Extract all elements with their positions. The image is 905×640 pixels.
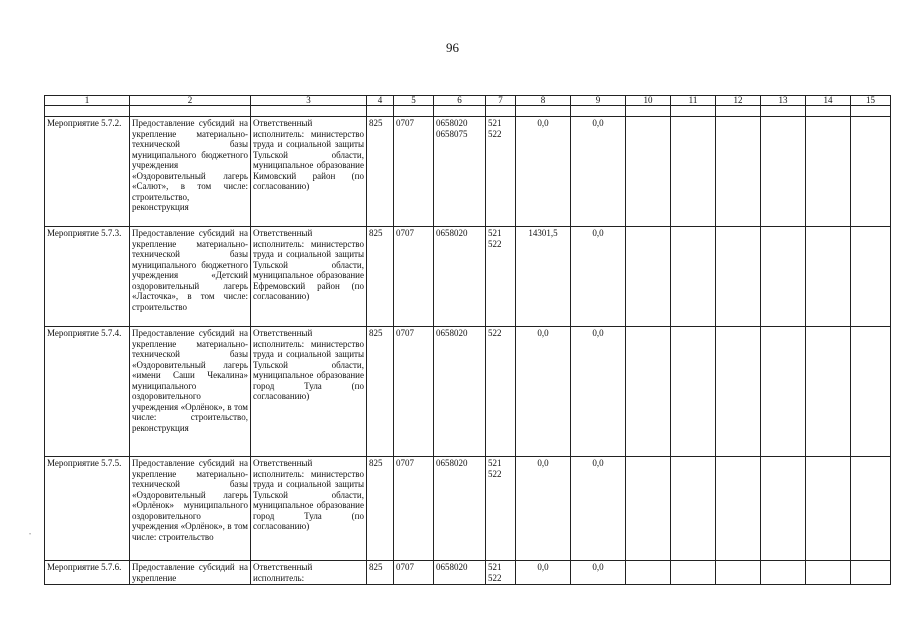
empty-col-13-cell xyxy=(761,117,806,227)
empty-col-13-cell xyxy=(761,327,806,457)
section-code-cell: 0707 xyxy=(394,457,434,561)
activity-name-cell: Мероприятие 5.7.3. xyxy=(45,227,130,327)
spacer-cell xyxy=(716,106,761,117)
spacer-cell xyxy=(486,106,516,117)
empty-col-11-cell xyxy=(671,117,716,227)
empty-col-10-cell xyxy=(626,457,671,561)
empty-col-14-cell xyxy=(806,227,851,327)
executor-cell: Ответственный исполнитель: министерство труда и социальной защиты Тульской области, муниципальное образование Кимовский район (по согласованию) xyxy=(251,117,367,227)
empty-col-15-cell xyxy=(851,457,891,561)
column-number-9: 9 xyxy=(571,96,626,106)
column-number-10: 10 xyxy=(626,96,671,106)
section-code-cell: 0707 xyxy=(394,117,434,227)
empty-col-10-cell xyxy=(626,117,671,227)
amount-col-9-cell: 0,0 xyxy=(571,457,626,561)
table-row xyxy=(45,227,891,327)
column-number-14: 14 xyxy=(806,96,851,106)
empty-col-11-cell xyxy=(671,227,716,327)
section-code-cell: 0707 xyxy=(394,327,434,457)
expense-type-code: 521 xyxy=(488,562,502,572)
activity-name-cell: Мероприятие 5.7.2. xyxy=(45,117,130,227)
expense-type-cell xyxy=(486,227,516,327)
expense-type-code: 521 xyxy=(488,228,502,238)
empty-col-10-cell xyxy=(626,227,671,327)
target-code: 0658020 xyxy=(436,328,468,338)
table-row xyxy=(45,457,891,561)
section-code-cell: 0707 xyxy=(394,227,434,327)
activity-description-cell: Предоставление субсидий на укрепление материально-технической базы «Оздоровительный лагерь «Орлёнок» муниципального оздоровительного учреждения «Орлёнок», в том числе: строительство xyxy=(130,457,251,561)
column-number-5: 5 xyxy=(394,96,434,106)
expense-type-cell xyxy=(486,457,516,561)
column-number-13: 13 xyxy=(761,96,806,106)
amount-col-9-cell: 0,0 xyxy=(571,227,626,327)
spacer-cell xyxy=(851,106,891,117)
ministry-code-cell: 825 xyxy=(367,457,394,561)
spacer-cell xyxy=(516,106,571,117)
empty-col-15-cell xyxy=(851,561,891,585)
empty-col-12-cell xyxy=(716,457,761,561)
executor-cell: Ответственный исполнитель: министерство труда и социальной защиты Тульской области, муниципальное образование город Тула (по согласованию) xyxy=(251,327,367,457)
executor-cell: Ответственный исполнитель: министерство труда и социальной защиты Тульской области, муниципальное образование город Тула (по согласованию) xyxy=(251,457,367,561)
ministry-code-cell: 825 xyxy=(367,227,394,327)
empty-col-13-cell xyxy=(761,457,806,561)
section-code-cell: 0707 xyxy=(394,561,434,585)
executor-cell: Ответственный исполнитель: министерство труда и социальной защиты Тульской области, муниципальное образование Ефремовский район (по согласованию) xyxy=(251,227,367,327)
expense-type-cell xyxy=(486,117,516,227)
spacer-cell xyxy=(367,106,394,117)
target-code-cell xyxy=(434,327,486,457)
spacer-cell xyxy=(806,106,851,117)
empty-col-13-cell xyxy=(761,561,806,585)
activity-name-cell: Мероприятие 5.7.5. xyxy=(45,457,130,561)
column-number-15: 15 xyxy=(851,96,891,106)
table-row xyxy=(45,561,891,585)
empty-col-11-cell xyxy=(671,561,716,585)
column-number-row xyxy=(45,96,891,106)
expense-type-cell xyxy=(486,327,516,457)
column-number-1: 1 xyxy=(45,96,130,106)
empty-col-14-cell xyxy=(806,327,851,457)
amount-col-9-cell: 0,0 xyxy=(571,561,626,585)
column-number-8: 8 xyxy=(516,96,571,106)
target-code: 0658020 xyxy=(436,458,468,468)
target-code-cell xyxy=(434,117,486,227)
ministry-code-cell: 825 xyxy=(367,327,394,457)
column-number-6: 6 xyxy=(434,96,486,106)
empty-col-15-cell xyxy=(851,117,891,227)
column-number-7: 7 xyxy=(486,96,516,106)
activity-name-cell: Мероприятие 5.7.6. xyxy=(45,561,130,585)
executor-cell: Ответственный исполнитель: xyxy=(251,561,367,585)
activity-description-cell: Предоставление субсидий на укрепление материально-технической базы «Оздоровительный лагерь «имени Саши Чекалина» муниципального оздоровительного учреждения «Орлёнок», в том числе: строительство, реконструкция xyxy=(130,327,251,457)
amount-col-8-cell: 0,0 xyxy=(516,457,571,561)
spacer-cell xyxy=(434,106,486,117)
amount-col-8-cell: 0,0 xyxy=(516,327,571,457)
empty-col-11-cell xyxy=(671,327,716,457)
spacer-cell xyxy=(761,106,806,117)
activity-name-cell: Мероприятие 5.7.4. xyxy=(45,327,130,457)
activity-description-cell: Предоставление субсидий на укрепление xyxy=(130,561,251,585)
target-code: 0658020 xyxy=(436,118,468,128)
scan-mark: • xyxy=(29,532,32,538)
activity-description-cell: Предоставление субсидий на укрепление материально-технической базы муниципального бюджетного учреждения «Оздоровительный лагерь «Салют», в том числе: строительство, реконструкция xyxy=(130,117,251,227)
spacer-cell xyxy=(626,106,671,117)
spacer-cell xyxy=(251,106,367,117)
empty-col-12-cell xyxy=(716,561,761,585)
ministry-code-cell: 825 xyxy=(367,117,394,227)
empty-col-10-cell xyxy=(626,561,671,585)
empty-col-14-cell xyxy=(806,457,851,561)
spacer-cell xyxy=(571,106,626,117)
amount-col-8-cell: 14301,5 xyxy=(516,227,571,327)
column-number-4: 4 xyxy=(367,96,394,106)
target-code-cell xyxy=(434,561,486,585)
empty-col-12-cell xyxy=(716,327,761,457)
expense-type-code: 522 xyxy=(488,328,502,338)
expense-type-code: 522 xyxy=(488,468,502,479)
target-code: 0658075 xyxy=(436,128,468,139)
empty-col-15-cell xyxy=(851,227,891,327)
activity-description-cell: Предоставление субсидий на укрепление материально-технической базы муниципального бюджетного учреждения «Детский оздоровительный лагерь «Ласточка», в том числе: строительство xyxy=(130,227,251,327)
expense-type-code: 521 xyxy=(488,458,502,468)
expense-type-code: 521 xyxy=(488,118,502,128)
amount-col-8-cell: 0,0 xyxy=(516,561,571,585)
target-code: 0658020 xyxy=(436,228,468,238)
table-row xyxy=(45,117,891,227)
table-row xyxy=(45,327,891,457)
empty-col-14-cell xyxy=(806,117,851,227)
spacer-cell xyxy=(130,106,251,117)
empty-col-10-cell xyxy=(626,327,671,457)
spacer-cell xyxy=(671,106,716,117)
column-number-12: 12 xyxy=(716,96,761,106)
empty-col-13-cell xyxy=(761,227,806,327)
expense-type-cell xyxy=(486,561,516,585)
program-table xyxy=(44,95,891,585)
expense-type-code: 522 xyxy=(488,128,502,139)
column-number-3: 3 xyxy=(251,96,367,106)
expense-type-code: 522 xyxy=(488,238,502,249)
expense-type-code: 522 xyxy=(488,572,502,583)
spacer-cell xyxy=(394,106,434,117)
empty-col-15-cell xyxy=(851,327,891,457)
empty-col-14-cell xyxy=(806,561,851,585)
ministry-code-cell: 825 xyxy=(367,561,394,585)
column-number-11: 11 xyxy=(671,96,716,106)
amount-col-8-cell: 0,0 xyxy=(516,117,571,227)
spacer-row xyxy=(45,106,891,117)
amount-col-9-cell: 0,0 xyxy=(571,327,626,457)
page-number: 96 xyxy=(446,40,459,55)
empty-col-11-cell xyxy=(671,457,716,561)
target-code-cell xyxy=(434,457,486,561)
spacer-cell xyxy=(45,106,130,117)
amount-col-9-cell: 0,0 xyxy=(571,117,626,227)
empty-col-12-cell xyxy=(716,227,761,327)
target-code-cell xyxy=(434,227,486,327)
target-code: 0658020 xyxy=(436,562,468,572)
empty-col-12-cell xyxy=(716,117,761,227)
column-number-2: 2 xyxy=(130,96,251,106)
